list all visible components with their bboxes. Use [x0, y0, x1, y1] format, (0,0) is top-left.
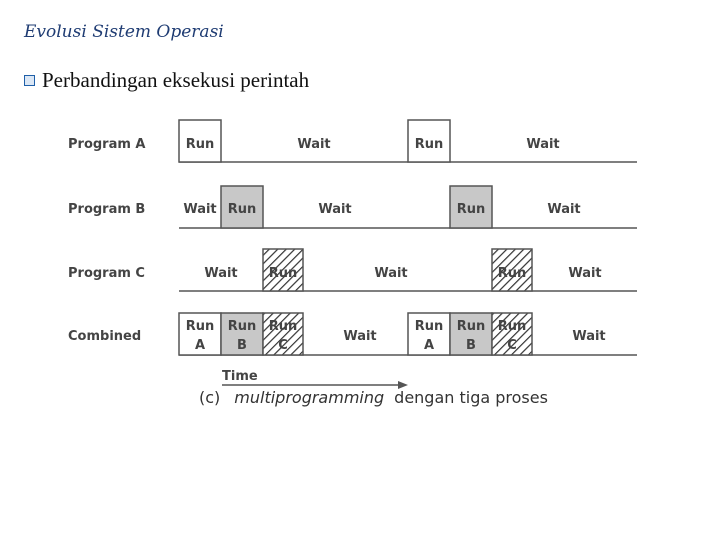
segment-label: Run [456, 202, 486, 217]
segment-label: Run [185, 137, 215, 152]
segment-label: Run [227, 202, 257, 217]
time-axis-label: Time [222, 369, 258, 384]
bullet-text: Perbandingan eksekusi perintah [42, 68, 310, 92]
caption-italic: multiprogramming [234, 388, 385, 407]
row-label-program-c: Program C [68, 266, 145, 281]
segment-label: Wait [343, 329, 377, 344]
row-program-a [179, 120, 637, 162]
segment-label: Wait [568, 266, 602, 281]
segment-label: Wait [204, 266, 238, 281]
segment-label: Wait [297, 137, 331, 152]
caption-prefix: (c) [199, 388, 221, 407]
segment-label: Wait [572, 329, 606, 344]
segment-sublabel: B [237, 338, 247, 353]
segment-label: Wait [183, 202, 217, 217]
segment-label: Run [227, 319, 257, 334]
row-program-b [179, 186, 637, 228]
segment-sublabel: C [507, 338, 517, 353]
segment-label: Wait [374, 266, 408, 281]
segment-label: Wait [526, 137, 560, 152]
segment-label: Wait [547, 202, 581, 217]
segment-sublabel: C [278, 338, 288, 353]
time-axis [222, 369, 408, 389]
segment-label: Run [414, 319, 444, 334]
caption-text [199, 388, 548, 407]
segment-sublabel: B [466, 338, 476, 353]
row-label-combined: Combined [68, 329, 142, 344]
segment-label: Run [268, 319, 298, 334]
row-label-program-b: Program B [68, 202, 146, 217]
segment-label: Run [497, 266, 527, 281]
row-combined [179, 313, 637, 355]
caption-rest: dengan tiga proses [394, 388, 548, 407]
segment-label: Run [456, 319, 486, 334]
row-program-c [179, 249, 637, 291]
segment-label: Run [268, 266, 298, 281]
segment-sublabel: A [194, 338, 206, 353]
segment-label: Run [414, 137, 444, 152]
slide-title: Evolusi Sistem Operasi [24, 22, 224, 42]
segment-sublabel: A [423, 338, 435, 353]
diagram-caption [199, 388, 548, 407]
segment-label: Wait [318, 202, 352, 217]
segment-label: Run [497, 319, 527, 334]
row-label-program-a: Program A [68, 137, 146, 152]
segment-label: Run [185, 319, 215, 334]
